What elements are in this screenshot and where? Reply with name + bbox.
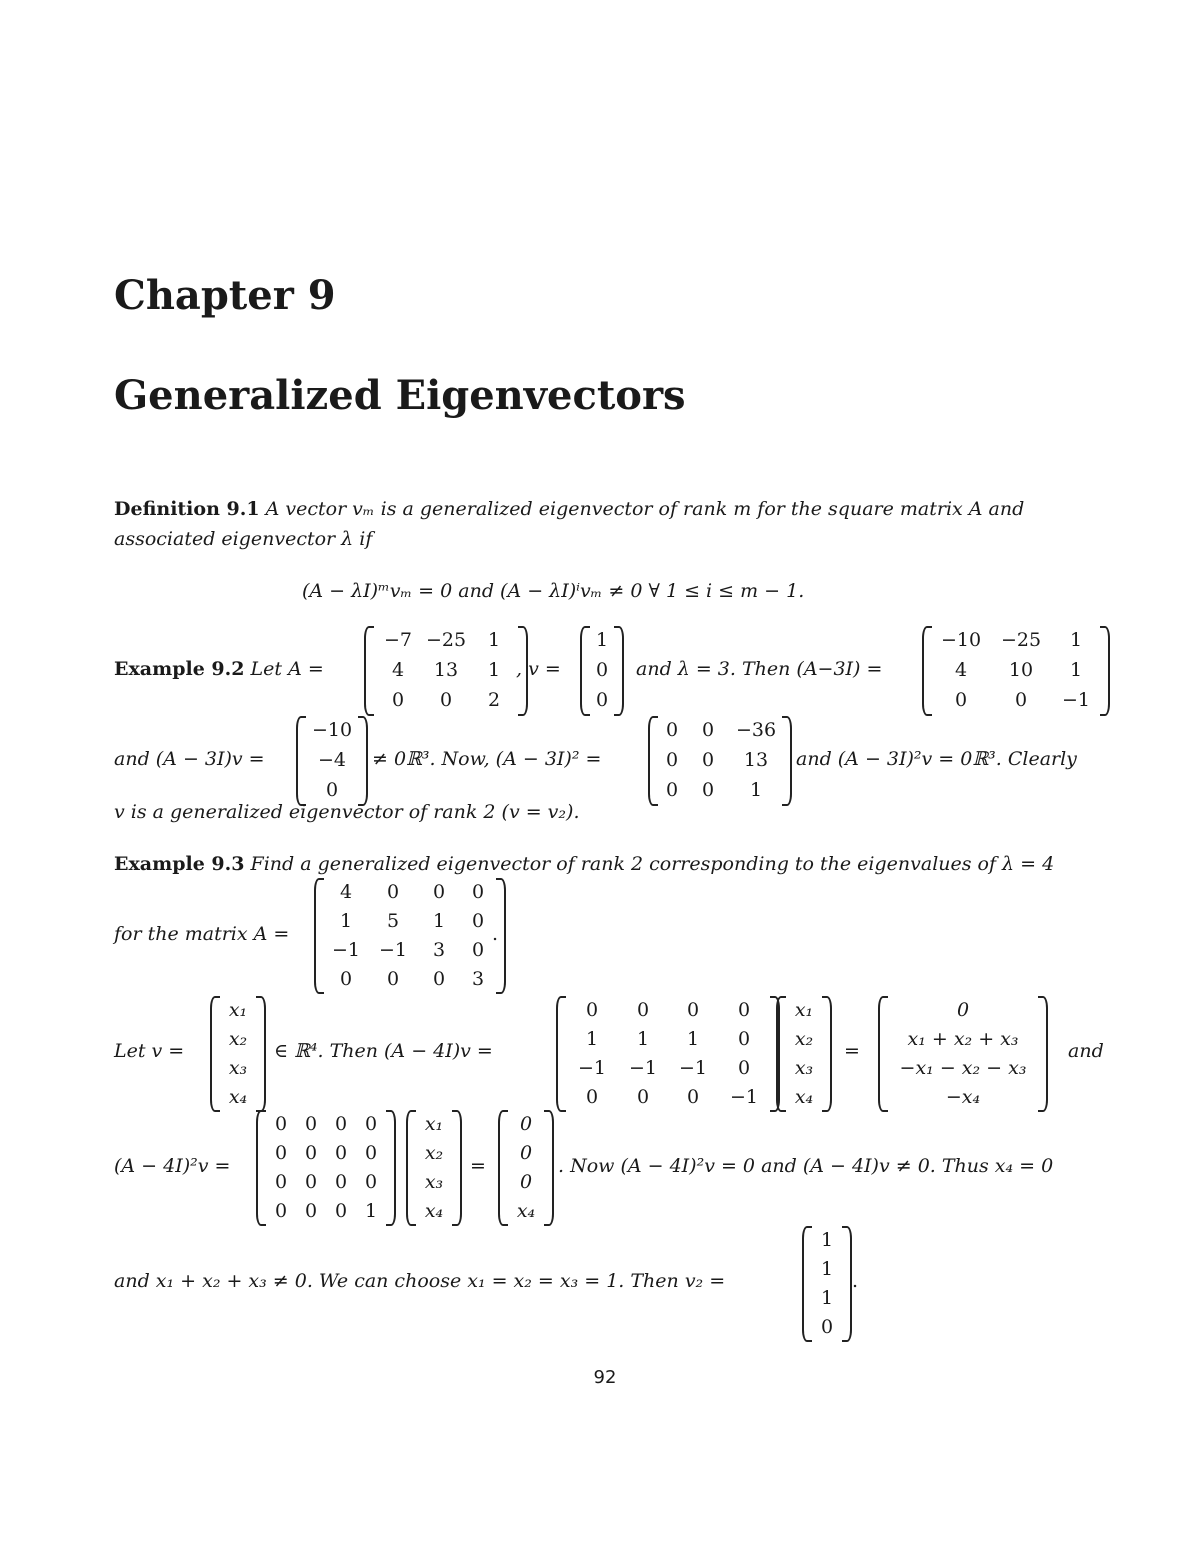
ex3-v2-vector — [802, 1226, 852, 1342]
ex3-matrix-a4i-entry: 0 — [585, 999, 599, 1021]
ex3-x-vector-1-entry: x₄ — [228, 1086, 248, 1108]
ex3-matrix-a-entry: 1 — [432, 910, 446, 932]
ex3-x-vector-1 — [210, 996, 266, 1112]
ex3-matrix-a4i-squared-entry: 0 — [334, 1113, 348, 1135]
ex3-matrix-a-entry: 5 — [386, 910, 400, 932]
ex3-result-vector-entry: 0 — [956, 999, 970, 1021]
ex2-vector-av-entry: 0 — [325, 779, 339, 801]
ex2-vector-v-grid — [590, 626, 614, 716]
ex3-matrix-a4i-squared-entry: 1 — [364, 1200, 378, 1222]
ex2-matrix-a-grid — [374, 626, 518, 716]
ex3-v2-vector-grid — [812, 1226, 842, 1342]
ex2-and-lambda: and λ = 3. Then (A−3I) = — [636, 658, 883, 680]
ex2-let: Let A = — [250, 658, 324, 680]
ex3-x-vector-3-entry: x₁ — [424, 1113, 444, 1135]
definition-text: A vector vₘ is a generalized eigenvector of rank m for the square matrix A and — [265, 498, 1025, 520]
ex2-matrix-a3i-entry: 10 — [1008, 659, 1034, 681]
ex3-matrix-a4i-entry: 0 — [686, 1086, 700, 1108]
ex3-matrix-a4i-squared-entry: 0 — [364, 1171, 378, 1193]
ex3-matrix-a-entry: 0 — [386, 968, 400, 990]
ex3-matrix-a4i-squared-entry: 0 — [274, 1113, 288, 1135]
ex3-matrix-a4i-squared-entry: 0 — [274, 1200, 288, 1222]
ex2-label: Example 9.2 — [114, 658, 245, 680]
ex3-and: and — [1068, 1040, 1104, 1062]
ex2-matrix-a3i-squared-entry: 13 — [743, 749, 769, 771]
ex3-equals-2: = — [470, 1155, 486, 1177]
ex2-and-sq: and (A − 3I)²v = 0ℝ³. Clearly — [796, 748, 1077, 770]
ex2-matrix-a3i-squared-entry: 0 — [701, 719, 715, 741]
ex3-matrix-a-entry: −1 — [331, 939, 360, 961]
ex3-x-vector-2 — [776, 996, 832, 1112]
ex2-matrix-a — [364, 626, 528, 716]
ex3-intro — [114, 853, 1054, 875]
ex2-vector-av-entry: −10 — [311, 719, 353, 741]
ex2-matrix-a-entry: 2 — [487, 689, 501, 711]
ex2-vector-v-entry: 0 — [595, 659, 609, 681]
ex2-matrix-a3i-squared-entry: 0 — [701, 779, 715, 801]
ex2-and-av: and (A − 3I)v = — [114, 748, 265, 770]
ex2-matrix-a-entry: 1 — [487, 659, 501, 681]
ex3-matrix-a4i-grid — [566, 996, 770, 1112]
ex2-matrix-a3i-squared-entry: 1 — [749, 779, 763, 801]
ex3-conclusion: and x₁ + x₂ + x₃ ≠ 0. We can choose x₁ = x₂ = x₃ = 1. Then v₂ = — [114, 1270, 726, 1292]
ex2-matrix-a3i-squared-grid — [658, 716, 782, 806]
ex3-matrix-a4i-entry: −1 — [678, 1057, 707, 1079]
ex2-matrix-a-entry: 1 — [487, 629, 501, 651]
ex3-matrix-a4i-entry: 0 — [737, 1028, 751, 1050]
ex2-neq-now: ≠ 0ℝ³. Now, (A − 3I)² = — [372, 748, 602, 770]
ex3-squared-label: (A − 4I)²v = — [114, 1155, 231, 1177]
ex3-zero-vector-grid — [508, 1110, 544, 1226]
ex3-result-vector-entry: −x₁ − x₂ − x₃ — [899, 1057, 1027, 1079]
ex3-matrix-a4i-entry: 1 — [585, 1028, 599, 1050]
ex3-final-period: . — [852, 1270, 859, 1292]
ex3-matrix-a-entry: 3 — [432, 939, 446, 961]
ex3-v2-vector-entry: 1 — [820, 1258, 834, 1280]
ex3-matrix-a-entry: 0 — [471, 881, 485, 903]
ex2-vector-v — [580, 626, 624, 716]
ex2-matrix-a3i-entry: 4 — [954, 659, 968, 681]
ex2-matrix-a3i-squared-entry: 0 — [665, 719, 679, 741]
ex3-matrix-a-entry: 0 — [471, 939, 485, 961]
ex3-matrix-a4i-entry: −1 — [729, 1086, 758, 1108]
ex2-matrix-a-entry: 0 — [439, 689, 453, 711]
ex2-vector-v-entry: 1 — [595, 629, 609, 651]
ex3-matrix-a4i-squared-entry: 0 — [304, 1200, 318, 1222]
ex3-x-vector-1-grid — [220, 996, 256, 1112]
definition-line1 — [114, 498, 1024, 520]
ex3-matrix-a-entry: 0 — [432, 968, 446, 990]
ex3-matrix-a-entry: −1 — [378, 939, 407, 961]
ex2-matrix-a3i-entry: 1 — [1069, 629, 1083, 651]
ex3-matrix-a4i-squared-entry: 0 — [304, 1142, 318, 1164]
ex3-matrix-a4i-entry: 0 — [737, 1057, 751, 1079]
ex3-matrix-a4i-entry: 0 — [636, 1086, 650, 1108]
ex2-matrix-a3i-grid — [932, 626, 1100, 716]
ex2-intro — [114, 658, 324, 680]
ex3-matrix-a4i-squared-entry: 0 — [334, 1200, 348, 1222]
ex3-x-vector-2-entry: x₃ — [794, 1057, 814, 1079]
ex3-matrix-a4i — [556, 996, 780, 1112]
ex2-matrix-a3i — [922, 626, 1110, 716]
ex3-matrix-a-entry: 4 — [339, 881, 353, 903]
ex3-x-vector-3-grid — [416, 1110, 452, 1226]
ex3-x-vector-2-grid — [786, 996, 822, 1112]
ex3-x-vector-3-entry: x₃ — [424, 1171, 444, 1193]
ex3-matrix-a-entry: 0 — [339, 968, 353, 990]
ex3-x-vector-1-entry: x₂ — [228, 1028, 248, 1050]
ex3-matrix-a4i-squared-entry: 0 — [364, 1142, 378, 1164]
chapter-label: Chapter 9 — [114, 272, 336, 319]
ex3-matrix-a4i-entry: 0 — [686, 999, 700, 1021]
ex3-result-vector — [878, 996, 1048, 1112]
ex2-matrix-a-entry: 0 — [391, 689, 405, 711]
ex3-matrix-a4i-squared-entry: 0 — [304, 1113, 318, 1135]
ex2-vector-av-entry: −4 — [317, 749, 346, 771]
ex3-v2-vector-entry: 1 — [820, 1229, 834, 1251]
ex3-label: Example 9.3 — [114, 853, 245, 875]
ex3-matrix-a4i-squared-entry: 0 — [334, 1142, 348, 1164]
ex2-matrix-a3i-squared-entry: 0 — [701, 749, 715, 771]
ex3-in-r4: ∈ ℝ⁴. Then (A − 4I)v = — [274, 1040, 493, 1062]
ex2-matrix-a3i-entry: 0 — [954, 689, 968, 711]
ex3-zero-vector — [498, 1110, 554, 1226]
page-number: 92 — [593, 1367, 617, 1388]
ex2-matrix-a3i-entry: −10 — [940, 629, 982, 651]
ex3-x-vector-3-entry: x₂ — [424, 1142, 444, 1164]
ex3-matrix-a4i-entry: 1 — [686, 1028, 700, 1050]
ex3-equals-1: = — [844, 1040, 860, 1062]
ex3-period: . — [492, 923, 499, 945]
ex3-x-vector-1-entry: x₃ — [228, 1057, 248, 1079]
ex2-matrix-a3i-squared-entry: −36 — [735, 719, 777, 741]
ex2-matrix-a-entry: 4 — [391, 659, 405, 681]
ex2-matrix-a3i-entry: 1 — [1069, 659, 1083, 681]
ex3-matrix-a4i-squared-entry: 0 — [274, 1171, 288, 1193]
ex3-x-vector-2-entry: x₂ — [794, 1028, 814, 1050]
ex3-matrix-a — [314, 878, 506, 994]
ex3-line1: Find a generalized eigenvector of rank 2 corresponding to the eigenvalues of λ = 4 — [250, 853, 1055, 875]
ex3-matrix-a4i-squared-grid — [266, 1110, 386, 1226]
ex3-now: . Now (A − 4I)²v = 0 and (A − 4I)v ≠ 0. Thus x₄ = 0 — [558, 1155, 1054, 1177]
ex3-x-vector-1-entry: x₁ — [228, 999, 248, 1021]
ex3-x-vector-3 — [406, 1110, 462, 1226]
ex2-vector-av-grid — [306, 716, 358, 806]
definition-equation: (A − λI)ᵐvₘ = 0 and (A − λI)ⁱvₘ ≠ 0 ∀ 1 ≤ i ≤ m − 1. — [302, 580, 805, 602]
ex3-matrix-a-entry: 3 — [471, 968, 485, 990]
ex2-vector-v-entry: 0 — [595, 689, 609, 711]
ex2-matrix-a-entry: 13 — [433, 659, 459, 681]
ex2-matrix-a3i-entry: −1 — [1061, 689, 1090, 711]
ex2-matrix-a-entry: −7 — [383, 629, 412, 651]
ex3-zero-vector-entry: 0 — [519, 1171, 533, 1193]
ex3-matrix-a-grid — [324, 878, 499, 994]
ex3-let-v: Let v = — [114, 1040, 185, 1062]
ex3-x-vector-3-entry: x₄ — [424, 1200, 444, 1222]
ex3-matrix-a4i-squared-entry: 0 — [304, 1171, 318, 1193]
ex3-matrix-a4i-squared-entry: 0 — [274, 1142, 288, 1164]
ex3-matrix-a4i-entry: −1 — [577, 1057, 606, 1079]
ex3-zero-vector-entry: x₄ — [516, 1200, 536, 1222]
ex3-matrix-a-entry: 0 — [471, 910, 485, 932]
ex2-vector-av — [296, 716, 368, 806]
ex3-matrix-a4i-entry: −1 — [628, 1057, 657, 1079]
ex2-matrix-a3i-squared-entry: 0 — [665, 749, 679, 771]
chapter-title: Generalized Eigenvectors — [114, 372, 686, 419]
ex3-matrix-a4i-entry: 0 — [585, 1086, 599, 1108]
definition-label: Definition 9.1 — [114, 498, 260, 520]
ex2-comma-v: , v = — [516, 658, 561, 680]
ex3-matrix-a4i-squared — [256, 1110, 396, 1226]
ex3-zero-vector-entry: 0 — [519, 1142, 533, 1164]
ex2-matrix-a-entry: −25 — [425, 629, 467, 651]
ex3-for-matrix: for the matrix A = — [114, 923, 290, 945]
ex3-result-vector-entry: x₁ + x₂ + x₃ — [907, 1028, 1019, 1050]
ex3-matrix-a4i-entry: 1 — [636, 1028, 650, 1050]
ex3-matrix-a4i-squared-entry: 0 — [364, 1113, 378, 1135]
ex3-result-vector-grid — [888, 996, 1038, 1112]
ex3-x-vector-2-entry: x₄ — [794, 1086, 814, 1108]
ex2-matrix-a3i-squared — [648, 716, 792, 806]
ex3-zero-vector-entry: 0 — [519, 1113, 533, 1135]
ex3-matrix-a4i-entry: 0 — [737, 999, 751, 1021]
ex3-v2-vector-entry: 0 — [820, 1316, 834, 1338]
ex3-matrix-a-entry: 1 — [339, 910, 353, 932]
ex3-x-vector-2-entry: x₁ — [794, 999, 814, 1021]
ex3-matrix-a4i-entry: 0 — [636, 999, 650, 1021]
ex2-matrix-a3i-entry: −25 — [1000, 629, 1042, 651]
definition-line2: associated eigenvector λ if — [114, 528, 373, 550]
ex3-result-vector-entry: −x₄ — [945, 1086, 981, 1108]
ex2-conclusion: v is a generalized eigenvector of rank 2 (v = v₂). — [114, 801, 580, 823]
ex3-matrix-a-entry: 0 — [386, 881, 400, 903]
ex2-matrix-a3i-entry: 0 — [1014, 689, 1028, 711]
ex2-matrix-a3i-squared-entry: 0 — [665, 779, 679, 801]
ex3-matrix-a4i-squared-entry: 0 — [334, 1171, 348, 1193]
ex3-matrix-a-entry: 0 — [432, 881, 446, 903]
ex3-v2-vector-entry: 1 — [820, 1287, 834, 1309]
